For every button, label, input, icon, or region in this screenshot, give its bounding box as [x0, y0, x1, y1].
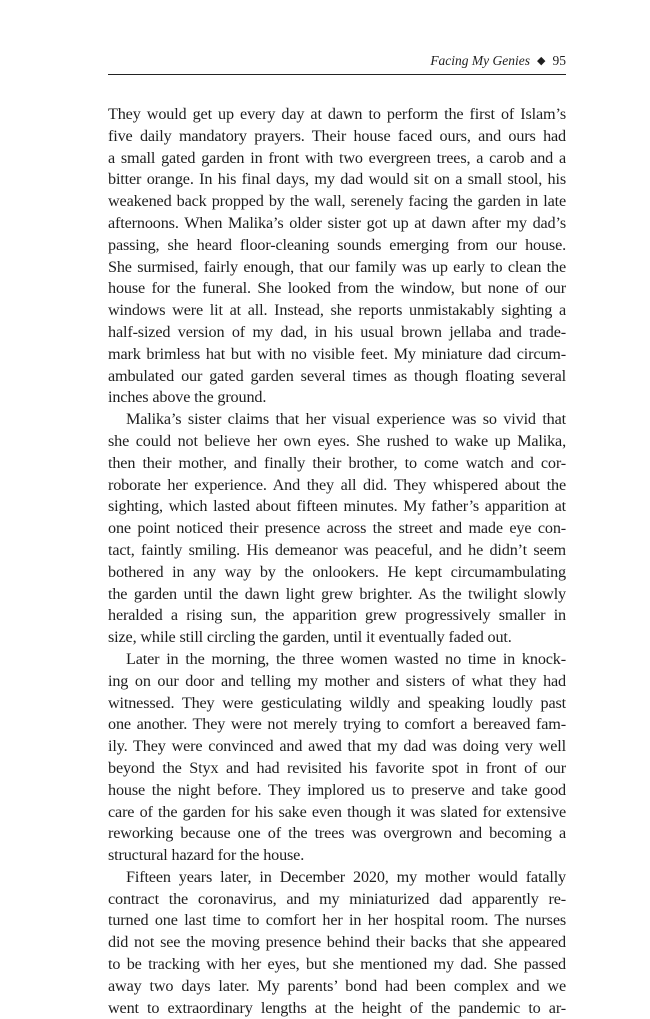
text-line: went to extraordinary lengths at the height of the pandemic to ar-	[108, 998, 566, 1017]
text-line: bothered in any way by the onlookers. He kept circumambulating	[108, 562, 566, 581]
text-line: She surmised, fairly enough, that our family was up early to clean the	[108, 257, 566, 276]
text-line: the garden until the dawn light grew brighter. As the twilight slowly	[108, 584, 566, 603]
text-line: tact, faintly smiling. His demeanor was peaceful, and he didn’t seem	[108, 540, 566, 559]
text-line: house the night before. They implored us to preserve and take good	[108, 780, 566, 799]
text-line: did not see the moving presence behind their backs that she appeared	[108, 933, 566, 952]
text-line: ing on our door and telling my mother and sisters of what they had	[108, 671, 566, 690]
text-line: a small gated garden in front with two evergreen trees, a carob and a	[108, 148, 566, 167]
text-line: roborate her experience. And they all did. They whispered about the	[108, 475, 566, 494]
running-head-title: Facing My Genies	[430, 53, 531, 68]
text-line: then their mother, and finally their brother, to come watch and cor-	[108, 453, 566, 472]
text-line: turned one last time to comfort her in her hospital room. The nurses	[108, 911, 566, 930]
text-line: half-sized version of my dad, in his usual brown jellaba and trade-	[108, 322, 566, 341]
text-line: house for the funeral. She looked from the window, but none of our	[108, 279, 566, 298]
paragraph	[108, 409, 566, 649]
text-line: They would get up every day at dawn to perform the first of Islam’s	[108, 105, 566, 123]
text-line: windows were lit at all. Instead, she reports unmistakably sighting a	[108, 301, 566, 320]
text-line: heralded a rising sun, the apparition grew progressively smaller in	[108, 606, 566, 625]
paragraph	[108, 104, 566, 409]
text-line: sighting, which lasted about fifteen minutes. My father’s apparition at	[108, 497, 566, 516]
text-line: reworking because one of the trees was overgrown and becoming a	[108, 824, 566, 843]
text-line: contract the coronavirus, and my miniaturized dad apparently re-	[108, 889, 566, 908]
text-line: Malika’s sister claims that her visual experience was so vivid that	[126, 410, 566, 429]
text-line: she could not believe her own eyes. She rushed to wake up Malika,	[108, 431, 566, 450]
text-line: Fifteen years later, in December 2020, my mother would fatally	[126, 867, 566, 886]
text-line: away two days later. My parents’ bond had been complex and we	[108, 976, 566, 995]
page-number: 95	[552, 53, 566, 68]
paragraph	[108, 649, 566, 867]
text-line: five daily mandatory prayers. Their house faced ours, and ours had	[108, 126, 566, 145]
text-line: mark brimless hat but with no visible feet. My miniature dad circum-	[108, 344, 566, 363]
text-line: size, while still circling the garden, until it eventually faded out.	[108, 628, 512, 647]
text-line: witnessed. They were gesticulating wildly and speaking loudly past	[108, 693, 566, 712]
text-line: weakened back propped by the wall, serenely facing the garden in late	[108, 192, 566, 211]
text-line: bitter orange. In his final days, my dad would sit on a small stool, his	[108, 170, 566, 189]
body-text	[108, 104, 566, 1019]
text-line: to be tracking with her eyes, but she mentioned my dad. She passed	[108, 955, 566, 974]
text-line: one another. They were not merely trying to comfort a bereaved fam-	[108, 715, 566, 734]
text-line: afternoons. When Malika’s older sister got up at dawn after my dad’s	[108, 213, 566, 232]
text-line: one point noticed their presence across the street and made eye con-	[108, 519, 566, 538]
text-line: beyond the Styx and had revisited his favorite spot in front of our	[108, 758, 566, 777]
text-line: ambulated our gated garden several times as though floating several	[108, 366, 566, 385]
text-line: structural hazard for the house.	[108, 846, 305, 865]
text-line: passing, she heard floor-cleaning sounds emerging from our house.	[108, 235, 566, 254]
paragraph	[108, 867, 566, 1019]
diamond-separator-icon: ◆	[537, 55, 546, 67]
text-line: inches above the ground.	[108, 388, 267, 407]
text-line: ily. They were convinced and awed that my dad was doing very well	[108, 737, 566, 756]
running-head	[108, 52, 566, 75]
text-line: Later in the morning, the three women wasted no time in knock-	[126, 649, 566, 668]
text-line: care of the garden for his sake even though it was slated for extensive	[108, 802, 566, 821]
